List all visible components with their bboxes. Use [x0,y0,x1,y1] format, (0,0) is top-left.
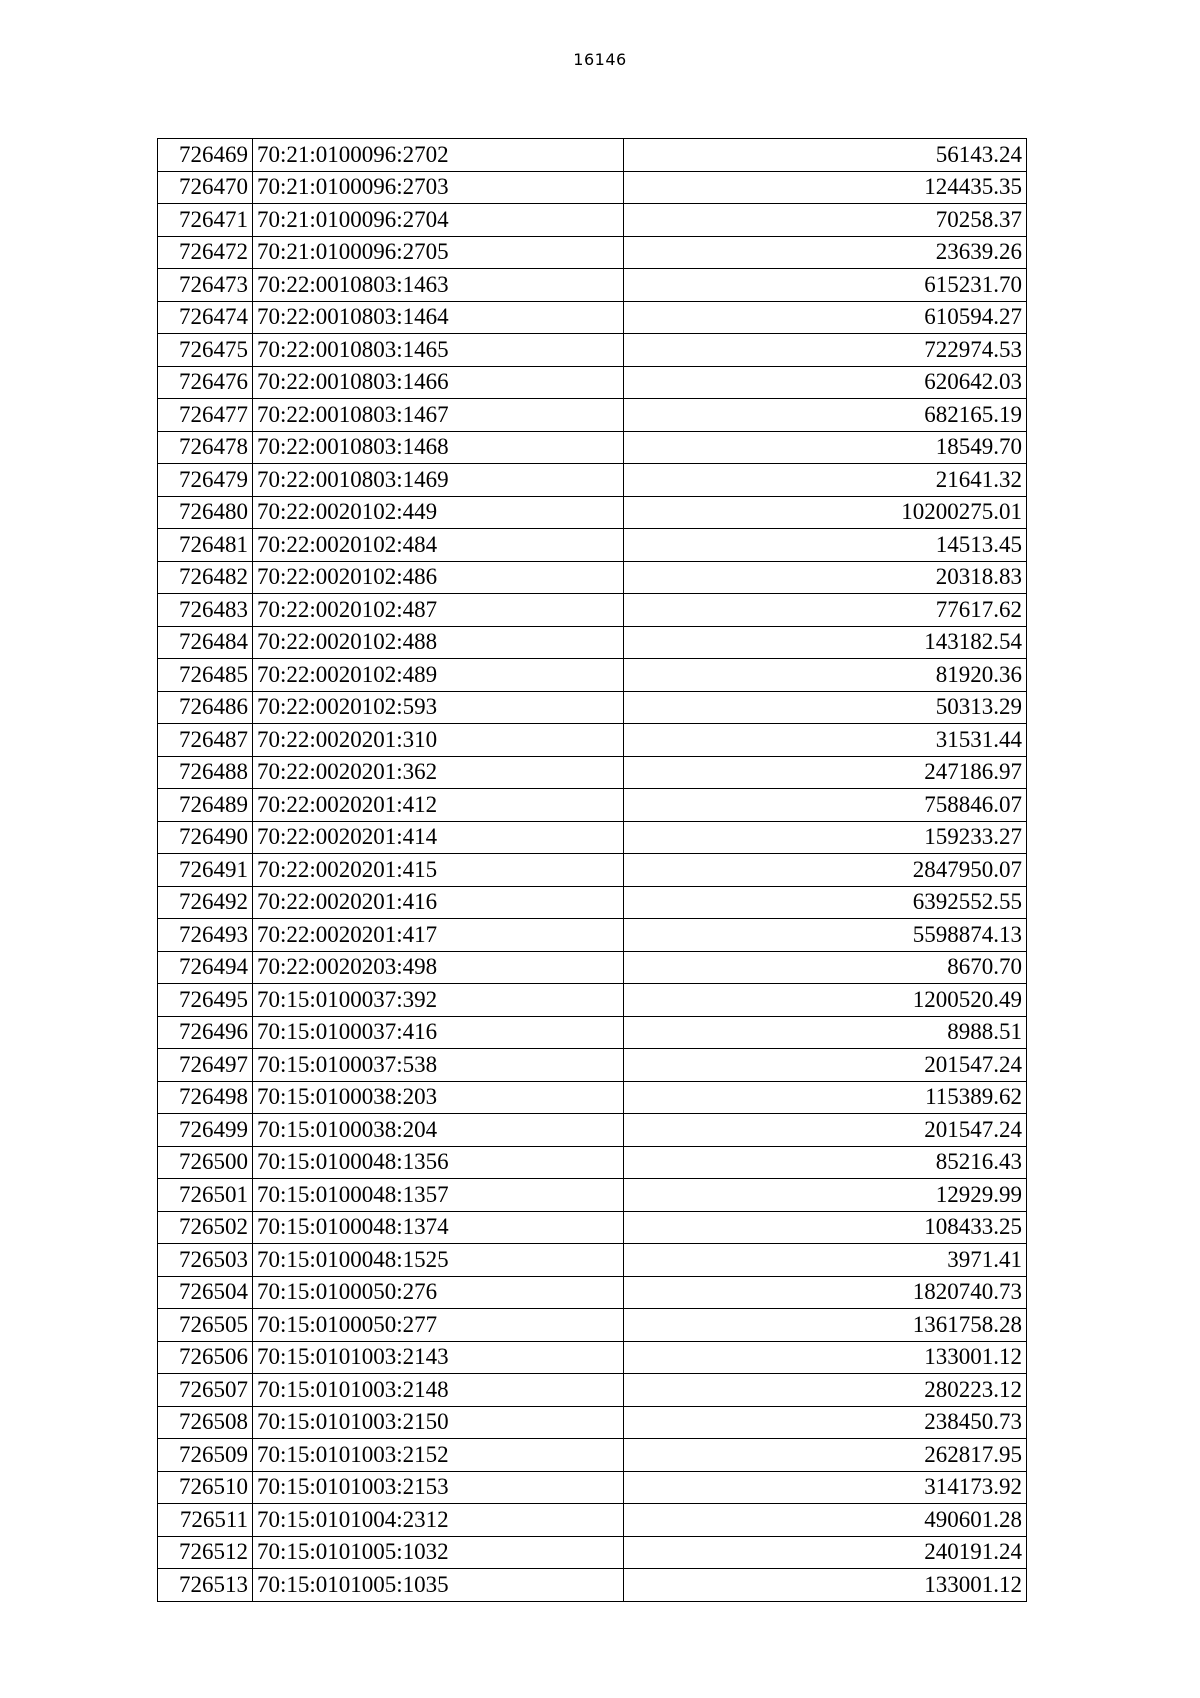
cadastral-number-cell: 70:15:0100050:277 [253,1309,624,1342]
cadastral-value-cell: 159233.27 [624,821,1027,854]
cadastral-number-cell: 70:22:0010803:1464 [253,301,624,334]
cadastral-value-cell: 490601.28 [624,1504,1027,1537]
table-row [158,1211,1027,1244]
row-number-cell: 726476 [158,366,253,399]
cadastral-value-cell: 262817.95 [624,1439,1027,1472]
cadastral-value-cell: 18549.70 [624,431,1027,464]
row-number-cell: 726500 [158,1146,253,1179]
cadastral-number-cell: 70:22:0010803:1469 [253,464,624,497]
table-row [158,561,1027,594]
cadastral-number-cell: 70:22:0020201:414 [253,821,624,854]
table-row [158,301,1027,334]
cadastral-number-cell: 70:15:0101005:1035 [253,1569,624,1602]
cadastral-value-cell: 620642.03 [624,366,1027,399]
row-number-cell: 726512 [158,1536,253,1569]
table-row [158,204,1027,237]
row-number-cell: 726486 [158,691,253,724]
cadastral-value-cell: 108433.25 [624,1211,1027,1244]
cadastral-value-cell: 50313.29 [624,691,1027,724]
cadastral-value-cell: 133001.12 [624,1341,1027,1374]
cadastral-number-cell: 70:22:0020102:486 [253,561,624,594]
cadastral-value-cell: 238450.73 [624,1406,1027,1439]
table-row [158,1471,1027,1504]
cadastral-value-cell: 8670.70 [624,951,1027,984]
cadastral-number-cell: 70:22:0010803:1466 [253,366,624,399]
cadastral-number-cell: 70:15:0100037:538 [253,1049,624,1082]
row-number-cell: 726475 [158,334,253,367]
row-number-cell: 726492 [158,886,253,919]
cadastral-number-cell: 70:22:0020102:487 [253,594,624,627]
cadastral-value-cell: 12929.99 [624,1179,1027,1212]
table-row [158,756,1027,789]
cadastral-value-cell: 8988.51 [624,1016,1027,1049]
table-row [158,1016,1027,1049]
cadastral-value-cell: 81920.36 [624,659,1027,692]
table-row [158,171,1027,204]
cadastral-number-cell: 70:21:0100096:2703 [253,171,624,204]
cadastral-value-cell: 77617.62 [624,594,1027,627]
row-number-cell: 726498 [158,1081,253,1114]
cadastral-number-cell: 70:15:0101005:1032 [253,1536,624,1569]
cadastral-value-cell: 20318.83 [624,561,1027,594]
row-number-cell: 726487 [158,724,253,757]
row-number-cell: 726473 [158,269,253,302]
cadastral-number-cell: 70:22:0020201:417 [253,919,624,952]
cadastral-value-cell: 2847950.07 [624,854,1027,887]
table-row [158,1536,1027,1569]
cadastral-number-cell: 70:15:0101003:2150 [253,1406,624,1439]
row-number-cell: 726510 [158,1471,253,1504]
cadastral-value-cell: 10200275.01 [624,496,1027,529]
cadastral-number-cell: 70:22:0010803:1467 [253,399,624,432]
table-body [158,139,1027,1602]
row-number-cell: 726506 [158,1341,253,1374]
cadastral-value-cell: 21641.32 [624,464,1027,497]
row-number-cell: 726505 [158,1309,253,1342]
cadastral-number-cell: 70:15:0101004:2312 [253,1504,624,1537]
table-row [158,1276,1027,1309]
cadastral-value-cell: 6392552.55 [624,886,1027,919]
row-number-cell: 726493 [158,919,253,952]
table-row [158,1309,1027,1342]
row-number-cell: 726490 [158,821,253,854]
table-row [158,951,1027,984]
table-row [158,691,1027,724]
row-number-cell: 726478 [158,431,253,464]
table-row [158,626,1027,659]
cadastral-value-cell: 610594.27 [624,301,1027,334]
cadastral-value-table [157,138,1027,1602]
row-number-cell: 726483 [158,594,253,627]
table-row [158,1244,1027,1277]
row-number-cell: 726491 [158,854,253,887]
row-number-cell: 726497 [158,1049,253,1082]
table-row [158,1504,1027,1537]
row-number-cell: 726503 [158,1244,253,1277]
table-row [158,1146,1027,1179]
table-row [158,821,1027,854]
table-row [158,399,1027,432]
cadastral-number-cell: 70:15:0100038:204 [253,1114,624,1147]
row-number-cell: 726507 [158,1374,253,1407]
cadastral-value-cell: 1820740.73 [624,1276,1027,1309]
table-row [158,886,1027,919]
page-number: 16146 [573,50,627,69]
row-number-cell: 726472 [158,236,253,269]
cadastral-number-cell: 70:22:0020102:484 [253,529,624,562]
cadastral-number-cell: 70:15:0100048:1525 [253,1244,624,1277]
cadastral-number-cell: 70:15:0100048:1356 [253,1146,624,1179]
cadastral-value-cell: 5598874.13 [624,919,1027,952]
row-number-cell: 726484 [158,626,253,659]
table-row [158,659,1027,692]
cadastral-value-cell: 133001.12 [624,1569,1027,1602]
row-number-cell: 726477 [158,399,253,432]
cadastral-number-cell: 70:21:0100096:2704 [253,204,624,237]
row-number-cell: 726469 [158,139,253,172]
row-number-cell: 726496 [158,1016,253,1049]
cadastral-value-cell: 240191.24 [624,1536,1027,1569]
row-number-cell: 726504 [158,1276,253,1309]
row-number-cell: 726494 [158,951,253,984]
row-number-cell: 726485 [158,659,253,692]
cadastral-number-cell: 70:22:0010803:1463 [253,269,624,302]
table-row [158,431,1027,464]
cadastral-value-cell: 143182.54 [624,626,1027,659]
row-number-cell: 726513 [158,1569,253,1602]
row-number-cell: 726502 [158,1211,253,1244]
table-row [158,464,1027,497]
table-row [158,919,1027,952]
table-row [158,1081,1027,1114]
cadastral-value-cell: 1361758.28 [624,1309,1027,1342]
cadastral-value-cell: 14513.45 [624,529,1027,562]
row-number-cell: 726479 [158,464,253,497]
cadastral-value-cell: 280223.12 [624,1374,1027,1407]
cadastral-number-cell: 70:15:0100048:1357 [253,1179,624,1212]
row-number-cell: 726495 [158,984,253,1017]
cadastral-number-cell: 70:22:0020102:488 [253,626,624,659]
table-row [158,1049,1027,1082]
cadastral-number-cell: 70:22:0020201:412 [253,789,624,822]
cadastral-value-cell: 115389.62 [624,1081,1027,1114]
row-number-cell: 726501 [158,1179,253,1212]
cadastral-number-cell: 70:22:0010803:1465 [253,334,624,367]
cadastral-number-cell: 70:22:0020102:489 [253,659,624,692]
cadastral-number-cell: 70:15:0101003:2152 [253,1439,624,1472]
cadastral-value-cell: 1200520.49 [624,984,1027,1017]
row-number-cell: 726474 [158,301,253,334]
row-number-cell: 726470 [158,171,253,204]
cadastral-number-cell: 70:22:0020102:593 [253,691,624,724]
table-row [158,496,1027,529]
table-row [158,789,1027,822]
row-number-cell: 726481 [158,529,253,562]
cadastral-value-cell: 201547.24 [624,1049,1027,1082]
table-row [158,1341,1027,1374]
cadastral-number-cell: 70:15:0101003:2148 [253,1374,624,1407]
row-number-cell: 726482 [158,561,253,594]
cadastral-number-cell: 70:15:0100038:203 [253,1081,624,1114]
cadastral-value-cell: 682165.19 [624,399,1027,432]
cadastral-value-cell: 247186.97 [624,756,1027,789]
table-row [158,984,1027,1017]
table-row [158,1406,1027,1439]
row-number-cell: 726508 [158,1406,253,1439]
cadastral-value-cell: 314173.92 [624,1471,1027,1504]
table-row [158,1374,1027,1407]
table-row [158,854,1027,887]
cadastral-number-cell: 70:22:0020203:498 [253,951,624,984]
row-number-cell: 726511 [158,1504,253,1537]
cadastral-value-cell: 85216.43 [624,1146,1027,1179]
cadastral-number-cell: 70:15:0101003:2153 [253,1471,624,1504]
cadastral-number-cell: 70:15:0100050:276 [253,1276,624,1309]
row-number-cell: 726499 [158,1114,253,1147]
cadastral-value-cell: 31531.44 [624,724,1027,757]
row-number-cell: 726488 [158,756,253,789]
row-number-cell: 726471 [158,204,253,237]
table-row [158,269,1027,302]
cadastral-value-cell: 758846.07 [624,789,1027,822]
table-row [158,139,1027,172]
cadastral-number-cell: 70:22:0020102:449 [253,496,624,529]
cadastral-value-cell: 201547.24 [624,1114,1027,1147]
cadastral-number-cell: 70:22:0020201:416 [253,886,624,919]
cadastral-value-cell: 124435.35 [624,171,1027,204]
cadastral-number-cell: 70:15:0100037:416 [253,1016,624,1049]
cadastral-value-cell: 615231.70 [624,269,1027,302]
cadastral-value-cell: 70258.37 [624,204,1027,237]
cadastral-value-cell: 23639.26 [624,236,1027,269]
cadastral-number-cell: 70:15:0101003:2143 [253,1341,624,1374]
table-row [158,594,1027,627]
table-row [158,366,1027,399]
row-number-cell: 726480 [158,496,253,529]
cadastral-number-cell: 70:22:0010803:1468 [253,431,624,464]
cadastral-number-cell: 70:22:0020201:415 [253,854,624,887]
table-row [158,724,1027,757]
cadastral-number-cell: 70:15:0100037:392 [253,984,624,1017]
table-row [158,1439,1027,1472]
cadastral-number-cell: 70:22:0020201:310 [253,724,624,757]
cadastral-number-cell: 70:21:0100096:2705 [253,236,624,269]
row-number-cell: 726489 [158,789,253,822]
table-row [158,1114,1027,1147]
table-row [158,334,1027,367]
row-number-cell: 726509 [158,1439,253,1472]
cadastral-number-cell: 70:15:0100048:1374 [253,1211,624,1244]
table-row [158,236,1027,269]
cadastral-number-cell: 70:21:0100096:2702 [253,139,624,172]
table-row [158,1179,1027,1212]
table-row [158,529,1027,562]
cadastral-value-cell: 722974.53 [624,334,1027,367]
table-row [158,1569,1027,1602]
cadastral-value-cell: 3971.41 [624,1244,1027,1277]
cadastral-value-cell: 56143.24 [624,139,1027,172]
cadastral-number-cell: 70:22:0020201:362 [253,756,624,789]
